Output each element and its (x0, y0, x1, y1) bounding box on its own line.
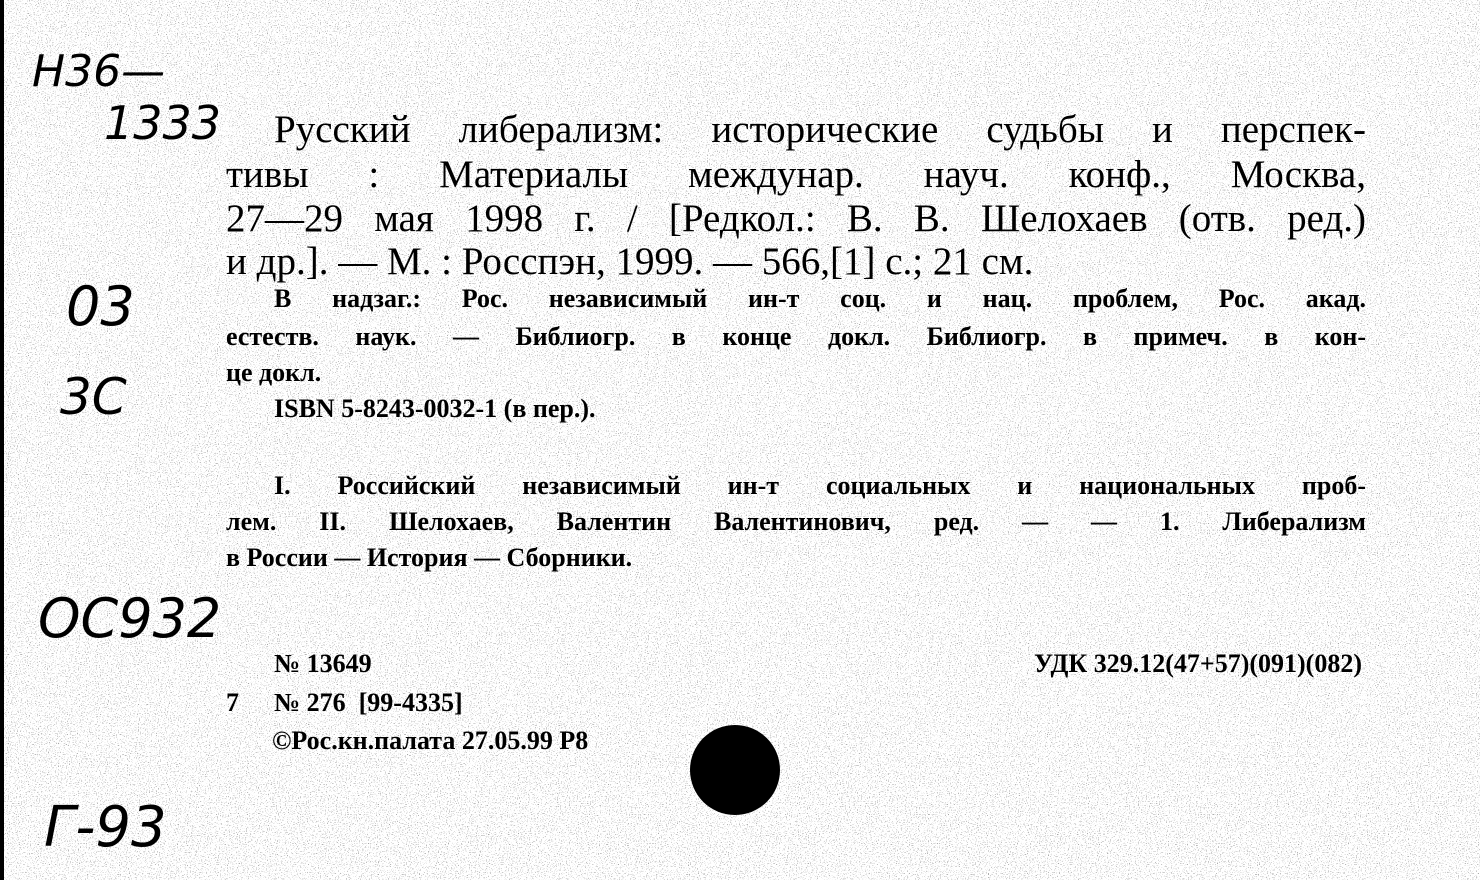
tracing-line-1: I. Российский независимый ин-т социальных и национальных проб- (274, 471, 1366, 500)
notes-line-1: В надзаг.: Рос. независимый ин-т соц. и нац. проблем, Рос. акад. (274, 284, 1366, 313)
tracing-line-3: в России — История — Сборники. (226, 543, 633, 572)
handwritten-1333: 1333 (104, 96, 222, 150)
title-line-1: Русский либерализм: исторические судьбы и перспек- (274, 108, 1366, 151)
punch-hole (690, 725, 780, 815)
udk-code: УДК 329.12(47+57)(091)(082) (1034, 649, 1362, 678)
notes-line-3: це докл. (226, 358, 322, 387)
book-chamber-stamp: ©Рос.кн.палата 27.05.99 Р8 (272, 726, 589, 755)
title-line-4: и др.]. — М. : Росспэн, 1999. — 566,[1] с.; 21 см. (226, 240, 1034, 283)
title-line-3: 27—29 мая 1998 г. / [Редкол.: В. В. Шелохаев (отв. ред.) (226, 197, 1366, 240)
card-number: № 13649 (274, 649, 372, 678)
handwritten-3c: 3С (60, 368, 127, 426)
second-number: № 276 [99-4335] (274, 688, 463, 717)
handwritten-g93: Г-93 (44, 795, 167, 860)
isbn-line: ISBN 5-8243-0032-1 (в пер.). (274, 394, 596, 423)
handwritten-03: 03 (66, 275, 135, 338)
handwritten-oc932: ОС932 (38, 587, 222, 650)
notes-line-2: естеств. наук. — Библиогр. в конце докл. Библиогр. в примеч. в кон- (226, 322, 1366, 351)
footer-prefix: 7 (226, 688, 239, 717)
title-line-2: тивы : Материалы междунар. науч. конф., Москва, (226, 153, 1366, 196)
handwritten-h36: Н36— (32, 46, 166, 97)
tracing-line-2: лем. II. Шелохаев, Валентин Валентинович, ред. — — 1. Либерализм (226, 507, 1366, 536)
